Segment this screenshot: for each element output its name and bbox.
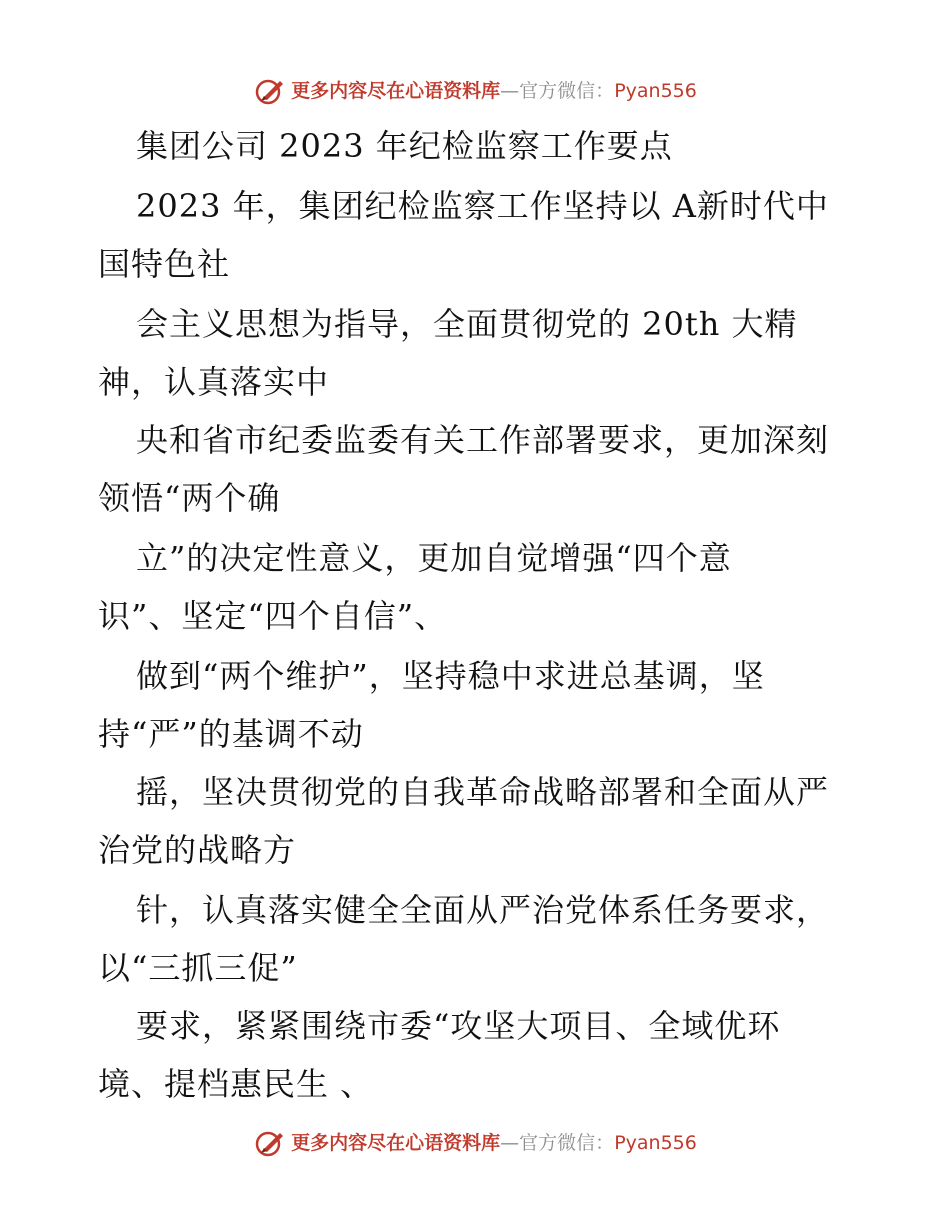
watermark-main-text: 更多内容尽在心语资料库 bbox=[291, 1132, 501, 1154]
body-line-3: 会主义思想为指导，全面贯彻党的 20th 大精 bbox=[136, 305, 798, 343]
body-line-4: 神，认真落实中 bbox=[98, 363, 330, 401]
body-line-16: 境、提档惠民生 、 bbox=[98, 1065, 374, 1103]
body-line-13: 针，认真落实健全全面从严治党体系任务要求， bbox=[136, 891, 830, 929]
footer-watermark bbox=[0, 1128, 950, 1158]
watermark-main-text: 更多内容尽在心语资料库 bbox=[291, 80, 501, 102]
quill-logo-icon bbox=[253, 1128, 287, 1158]
body-line-15: 要求，紧紧围绕市委“攻坚大项目、全域优环 bbox=[136, 1007, 781, 1045]
body-line-14: 以“三抓三促” bbox=[98, 949, 298, 987]
body-line-8: 识”、坚定“四个自信”、 bbox=[98, 597, 448, 635]
body-line-1: 2023 年，集团纪检监察工作坚持以 A新时代中 bbox=[136, 187, 829, 225]
body-line-9: 做到“两个维护”，坚持稳中求进总基调，坚 bbox=[136, 657, 765, 695]
document-title: 集团公司 2023 年纪检监察工作要点 bbox=[136, 127, 673, 165]
watermark-separator: — bbox=[500, 80, 520, 102]
body-line-12: 治党的战略方 bbox=[98, 831, 297, 869]
body-line-2: 国特色社 bbox=[98, 245, 231, 283]
quill-logo-icon bbox=[253, 76, 287, 106]
body-line-5: 央和省市纪委监委有关工作部署要求，更加深刻 bbox=[136, 421, 830, 459]
body-line-11: 摇，坚决贯彻党的自我革命战略部署和全面从严 bbox=[136, 773, 830, 811]
body-line-6: 领悟“两个确 bbox=[98, 479, 281, 517]
watermark-separator: — bbox=[500, 1132, 520, 1154]
body-line-7: 立”的决定性意义，更加自觉增强“四个意 bbox=[136, 539, 732, 577]
watermark-wechat-id: Pyan556 bbox=[614, 1132, 697, 1154]
body-line-10: 持“严”的基调不动 bbox=[98, 715, 364, 753]
header-watermark bbox=[0, 76, 950, 106]
watermark-sub-text: 官方微信： bbox=[519, 1132, 615, 1154]
watermark-wechat-id: Pyan556 bbox=[614, 80, 697, 102]
watermark-sub-text: 官方微信： bbox=[519, 80, 615, 102]
